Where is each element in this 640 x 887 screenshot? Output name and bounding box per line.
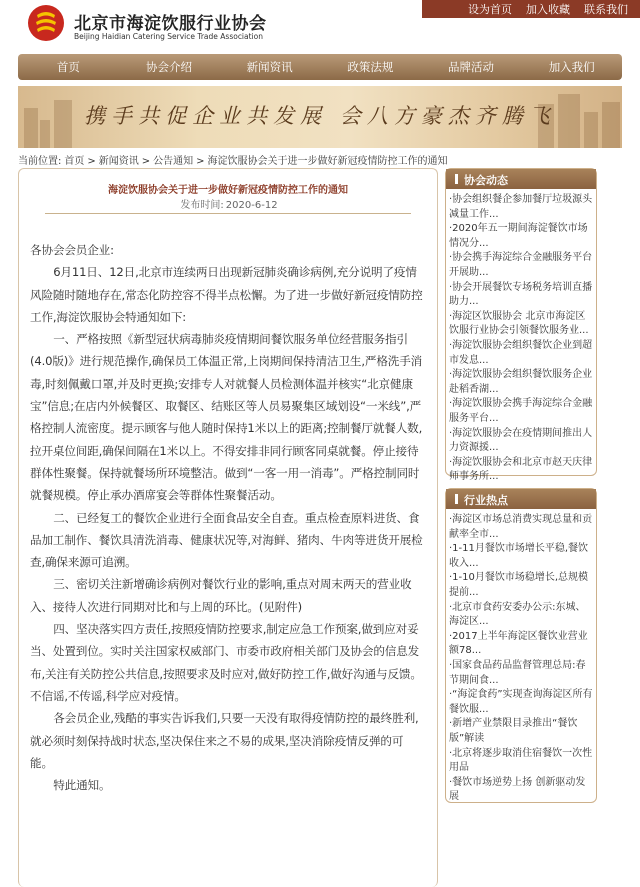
hot-item[interactable]: ·北京将逐步取消住宿餐饮一次性用品 [449,747,593,774]
article-panel [18,168,438,887]
breadcrumb-current: 海淀饮服协会关于进一步做好新冠疫情防控工作的通知 [207,156,448,167]
panel-title: 行业热点 [464,494,508,507]
set-homepage-link[interactable]: 设为首页 [468,3,512,16]
article-paragraph: 各协会会员企业: [30,243,114,257]
news-item[interactable]: ·海淀饮服协会和北京市赵天庆律师事务所... [449,456,593,483]
hot-item[interactable]: ·新增产业禁限目录推出“餐饮版”解读 [449,718,578,744]
breadcrumb-prefix: 当前位置: [18,156,62,167]
news-item[interactable]: ·海淀饮服协会在疫情期间推出人力资源援... [449,427,593,454]
nav-item-brand-events[interactable]: 品牌活动 [448,60,495,74]
hot-item[interactable]: ·2017上半年海淀区餐饮业营业额78... [449,630,588,657]
hot-item[interactable]: ·1-11月餐饮市场增长平稳,餐饮收入... [449,543,589,569]
news-item[interactable]: ·2020年五一期间海淀餐饮市场情况分... [449,223,588,249]
article-paragraph: 特此通知。 [53,778,111,793]
main-nav [18,54,622,80]
news-item[interactable]: ·协会携手海淀综合金融服务平台 开展助... [449,252,593,278]
hot-list [446,509,596,805]
breadcrumb-separator: > [196,156,205,167]
panel-title: 协会动态 [464,174,508,187]
association-logo[interactable] [28,5,64,41]
org-name-english: Beijing Haidian Catering Service Trade Association [74,32,263,41]
article-body [30,239,426,796]
breadcrumb-news[interactable]: 新闻资讯 [98,156,139,167]
article-paragraph: 各会员企业,残酷的事实告诉我们,只要一天没有取得疫情防控的最终胜利,就必须时刻保持战时状态,坚决保住来之不易的成果,坚决消除疫情反弹的可能。 [30,711,419,770]
hot-item[interactable]: ·“海淀食药”实现查询海淀区所有餐饮服... [449,689,593,715]
nav-item-about[interactable]: 协会介绍 [146,60,192,74]
breadcrumb-separator: > [87,156,96,167]
news-item[interactable]: ·协会组织餐企参加餐厅垃圾源头减量工作... [449,194,593,220]
date-value: 2020-6-12 [225,200,278,211]
date-label: 发布时间: [180,200,224,211]
hot-item[interactable]: ·北京市食药安委办公示:东城、海淀区... [449,601,586,628]
top-links [422,0,640,18]
breadcrumb-notices[interactable]: 公告通知 [153,156,194,167]
site-header [0,0,640,48]
article-paragraph: 一、严格按照《新型冠状病毒肺炎疫情期间餐饮服务单位经营服务指引(4.0版)》进行规范操作,确保员工体温正常,上岗期间保持清洁卫生,严格洗手消毒,时刻佩戴口罩,并及时更换;安排专人对就餐人员检测体温并核实“北京健康宝”信息;在店内外候餐区、取餐区、结账区等人员易聚集区域划设“一米线”,严格控制人流密度。提示顾客与他人随时保持1米以上的距离;控制餐厅就餐人数,拉开桌位间距,确保间隔在1米以上。不得安排非同行顾客同桌就餐。停止接待群体性聚餐。保持就餐场所环境整洁。做到“一客一用一消毒”。严格控制同时就餐规模。停止承办酒席宴会等群体性聚餐活动。 [30,332,423,503]
news-item[interactable]: ·海淀饮服协会组织餐饮服务企业赴稻香湖... [449,369,593,395]
breadcrumb-home[interactable]: 首页 [64,156,85,167]
nav-item-home[interactable]: 首页 [56,60,80,74]
header-bar-icon [455,494,458,504]
panel-header [446,169,596,189]
news-list [446,189,596,485]
article-paragraph: 四、坚决落实四方责任,按照疫情防控要求,制定应急工作预案,做到应对妥当、处置到位。实时关注国家权威部门、市委市政府相关部门及协会的信息发布,关注有关防控公共信息,按照要求及时应对,做好防控工作,做好沟通与反馈。不信谣,不传谣,科学应对疫情。 [30,622,422,703]
hot-item[interactable]: ·国家食品药品监督管理总局:春节期间食... [449,659,586,686]
association-news-panel [445,168,597,483]
nav-item-news[interactable]: 新闻资讯 [246,60,293,74]
org-name: 北京市海淀饮服行业协会 [74,14,267,34]
panel-header [446,489,596,509]
news-item[interactable]: ·协会开展餐饮专场税务培训直播 助力... [449,281,593,308]
hot-item[interactable]: ·海淀区市场总消费实现总量和贡献率全市... [449,514,593,540]
logo-emblem-icon [28,5,64,41]
banner [18,86,622,148]
industry-hot-panel [445,488,597,803]
hot-item[interactable]: ·餐饮市场逆势上扬 创新驱动发展 [449,776,586,803]
breadcrumb [18,152,622,166]
hot-item[interactable]: ·1-10月餐饮市场稳增长,总规模提前... [449,572,589,598]
nav-item-join[interactable]: 加入我们 [548,60,595,74]
news-item[interactable]: ·海淀饮服协会组织餐饮企业到超市发息... [449,339,593,366]
article-paragraph: 三、密切关注新增确诊病例对餐饮行业的影响,重点对周末两天的营业收入、接待人次进行同期对比和与上周的环比。(见附件) [30,577,412,614]
title-divider [45,213,411,214]
nav-item-policy[interactable]: 政策法规 [347,60,394,74]
news-item[interactable]: ·海淀区饮服协会 北京市海淀区饮服行业协会引领餐饮服务业... [449,310,589,337]
banner-slogan: 携手共促企业共发展 会八方豪杰齐腾飞 [84,104,556,128]
article-paragraph: 6月11日、12日,北京市连续两日出现新冠肺炎确诊病例,充分说明了疫情风险随时随地存在,常态化防控容不得半点松懈。为了进一步做好新冠疫情防控工作,海淀饮服协会特通知如下: [30,265,423,324]
header-bar-icon [455,174,458,184]
breadcrumb-separator: > [141,156,151,167]
add-favorite-link[interactable]: 加入收藏 [526,3,570,16]
news-item[interactable]: ·海淀饮服协会携手海淀综合金融服务平台... [449,398,593,424]
article-date [19,196,437,211]
article-paragraph: 二、已经复工的餐饮企业进行全面食品安全自查。重点检查原料进货、食品加工制作、餐饮具清洗消毒、健康状况等,对海鲜、猪肉、牛肉等进货开展检查,确保来源可追溯。 [30,510,423,570]
article-title: 海淀饮服协会关于进一步做好新冠疫情防控工作的通知 [108,185,348,196]
contact-us-link[interactable]: 联系我们 [584,3,628,16]
